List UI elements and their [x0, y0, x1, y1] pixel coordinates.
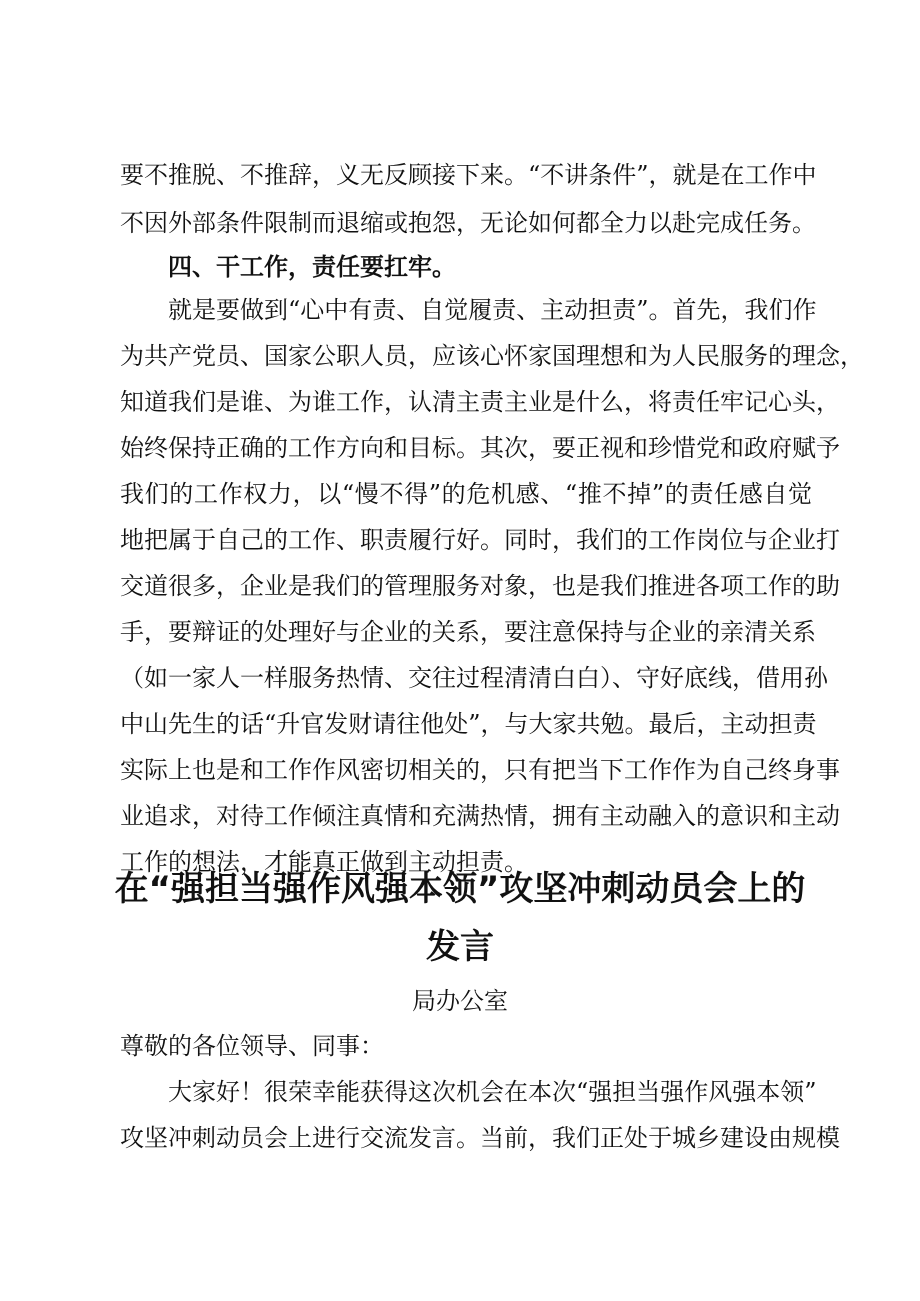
author-line: 局办公室	[412, 987, 508, 1015]
salutation: 尊敬的各位领导、同事：	[120, 1032, 384, 1060]
paragraph-line: 就是要做到“心中有责、自觉履责、主动担责”。首先，我们作	[168, 296, 817, 324]
paragraph-line: 业追求，对待工作倾注真情和充满热情，拥有主动融入的意识和主动	[120, 802, 840, 830]
paragraph-line: 不因外部条件限制而退缩或抱怨，无论如何都全力以赴完成任务。	[120, 209, 816, 237]
paragraph-line: 工作的想法，才能真正做到主动担责。	[120, 848, 528, 876]
paragraph-line: 要不推脱、不推辞，义无反顾接下来。“不讲条件”，就是在工作中	[120, 161, 817, 189]
speech-title-continued: 发言	[426, 927, 494, 967]
paragraph-line: 中山先生的话“升官发财请往他处”，与大家共勉。最后，主动担责	[120, 710, 817, 738]
section-heading: 四、干工作，责任要扛牢。	[168, 253, 456, 281]
paragraph-line: 我们的工作权力，以“慢不得”的危机感、“推不掉”的责任感自觉	[120, 480, 812, 508]
speech-title: 在“强担当强作风强本领”攻坚冲刺动员会上的	[114, 869, 806, 909]
paragraph-line: 地把属于自己的工作、职责履行好。同时，我们的工作岗位与企业打	[120, 526, 840, 554]
paragraph-line: 交道很多，企业是我们的管理服务对象，也是我们推进各项工作的助	[120, 572, 840, 600]
paragraph-line: 为共产党员、国家公职人员，应该心怀家国理想和为人民服务的理念，	[120, 342, 864, 370]
paragraph-line: 始终保持正确的工作方向和目标。其次，要正视和珍惜党和政府赋予	[120, 434, 840, 462]
paragraph-line: （如一家人一样服务热情、交往过程清清白白）、守好底线，借用孙	[120, 664, 828, 692]
paragraph-line: 实际上也是和工作作风密切相关的，只有把当下工作作为自己终身事	[120, 756, 840, 784]
paragraph-line: 大家好！很荣幸能获得这次机会在本次“强担当强作风强本领”	[168, 1078, 817, 1106]
paragraph-line: 攻坚冲刺动员会上进行交流发言。当前，我们正处于城乡建设由规模	[120, 1124, 840, 1152]
paragraph-line: 知道我们是谁、为谁工作，认清主责主业是什么，将责任牢记心头，	[120, 388, 840, 416]
paragraph-line: 手，要辩证的处理好与企业的关系，要注意保持与企业的亲清关系	[120, 618, 816, 646]
